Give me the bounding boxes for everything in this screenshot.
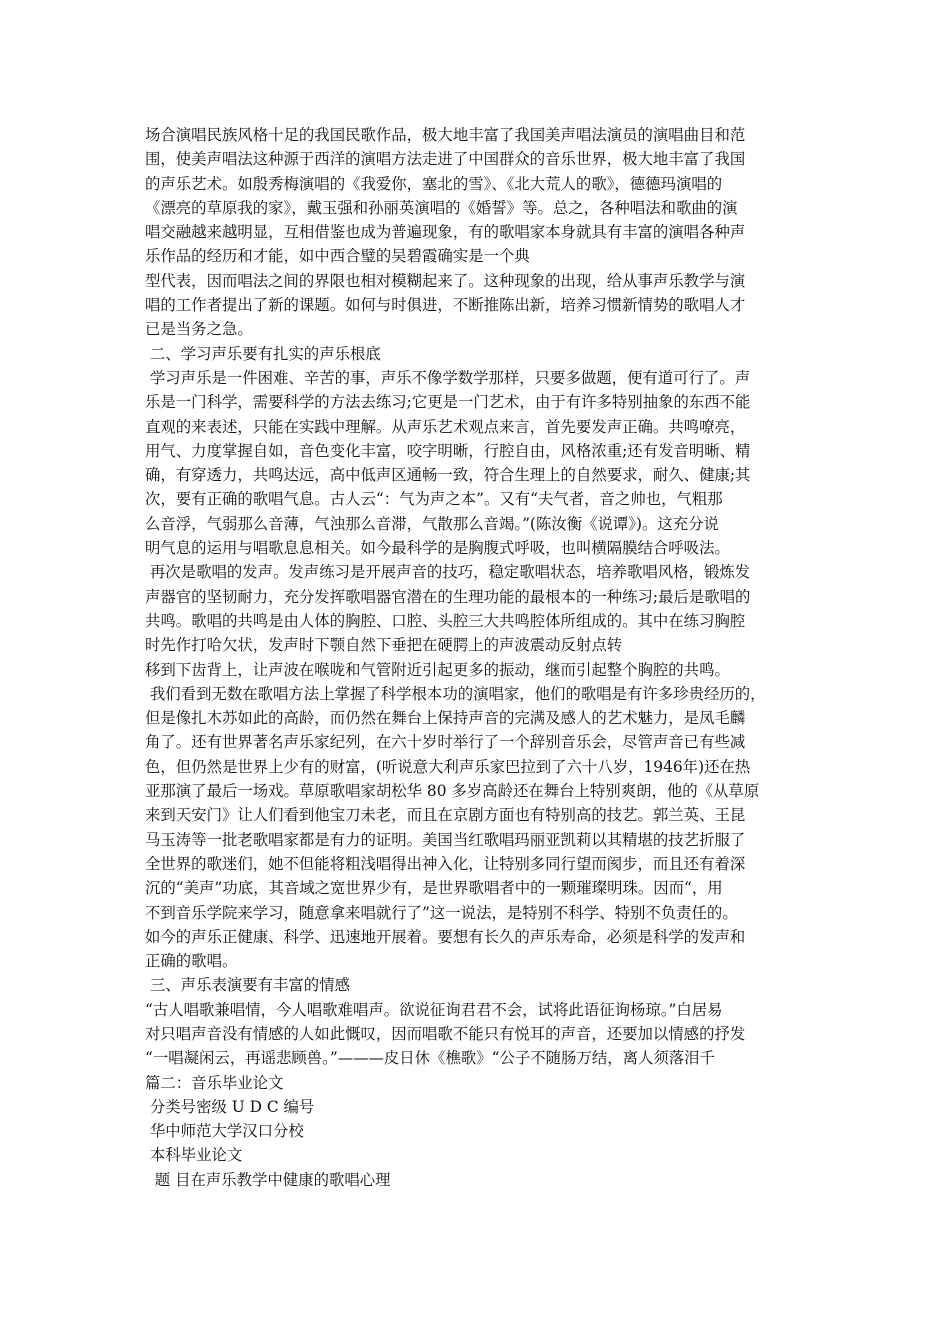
text-line: 学习声乐是一件困难、辛苦的事，声乐不像学数学那样，只要多做题，便有道可行了。声 (145, 368, 751, 387)
text-line: 用气、力度掌握自如，音色变化丰富，咬字明晰，行腔自由，风格浓重;还有发音明晰、精 (145, 441, 751, 460)
text-line: 共鸣。歌唱的共鸣是由人体的胸腔、口腔、头腔三大共鸣腔体所组成的。其中在练习胸腔 (145, 611, 746, 630)
text-line: 如今的声乐正健康、科学、迅速地开展着。要想有长久的声乐寿命，必须是科学的发声和 (145, 927, 746, 946)
text-line: 么音浮，气弱那么音薄，气浊那么音滞，气散那么音竭。”(陈汝衡《说谭》)。这充分说 (145, 514, 719, 533)
classification-line: 分类号密级 U D C 编号 (145, 1097, 315, 1116)
part-heading: 篇二：音乐毕业论文 (145, 1073, 284, 1092)
text-line: 直观的来表述，只能在实践中理解。从声乐艺术观点来言，首先要发声正确。共鸣嘹亮， (145, 417, 746, 436)
text-line: 时先作打哈欠状，发声时下颚自然下垂把在硬腭上的声波震动反射点转 (145, 636, 623, 655)
text-line: 已是当务之急。 (145, 320, 253, 339)
text-line: 全世界的歌迷们，她不但能将粗浅唱得出神入化，让特别多同行望而阂步，而且还有着深 (145, 854, 746, 873)
text-line: 次，要有正确的歌唱气息。古人云“：气为声之本”。又有“夫气者，音之帅也，气粗那 (145, 490, 723, 509)
document-page (145, 123, 825, 1192)
text-line: 沉的“美声”功底，其音域之宽世界少有，是世界歌唱者中的一颗璀璨明珠。因而“，用 (145, 879, 723, 898)
text-line: 但是像扎木苏如此的高龄，而仍然在舞台上保持声音的完满及感人的艺术魅力，是凤毛麟 (145, 709, 746, 728)
text-line: 移到下齿背上，让声波在喉咙和气管附近引起更多的振动，继而引起整个胸腔的共鸣。 (145, 660, 730, 679)
text-line: 我们看到无数在歌唱方法上掌握了科学根本功的演唱家，他们的歌唱是有许多珍贵经历的， (145, 684, 766, 703)
text-line: 场合演唱民族风格十足的我国民歌作品，极大地丰富了我国美声唱法演员的演唱曲目和范 (145, 126, 746, 144)
text-line: 亚那演了最后一场戏。草原歌唱家胡松华 80 多岁高龄还在舞台上特别爽朗，他的《从草原 (145, 782, 760, 801)
text-line: 对只唱声音没有情感的人如此慨叹，因而唱歌不能只有悦耳的声音，还要加以情感的抒发 (145, 1024, 746, 1043)
text-line: 明气息的运用与唱歌息息相关。如今最科学的是胸腹式呼吸，也叫横隔膜结合呼吸法。 (145, 539, 730, 558)
text-line: “一唱凝闲云，再谣悲顾兽。”———皮日休《樵歌》“公子不随肠万结，离人须落泪千 (145, 1049, 715, 1068)
text-line: 型代表，因而唱法之间的界限也相对模糊起来了。这种现象的出现，给从事声乐教学与演 (145, 271, 746, 290)
text-line: 唱的工作者提出了新的课题。如何与时俱进，不断推陈出新，培养习惯新情势的歌唱人才 (145, 296, 746, 315)
text-line: 声器官的坚韧耐力，充分发挥歌唱器官潜在的生理功能的最根本的一种练习;最后是歌唱的 (145, 587, 751, 606)
text-line: 正确的歌唱。 (145, 952, 238, 971)
text-line: 乐是一门科学，需要科学的方法去练习;它更是一门艺术，由于有许多特别抽象的东西不能 (145, 393, 751, 412)
text-line: 再次是歌唱的发声。发声练习是开展声音的技巧，稳定歌唱状态，培养歌唱风格，锻炼发 (145, 563, 751, 582)
text-line: 色，但仍然是世界上少有的财富，(听说意大利声乐家巴拉到了六十八岁，1946年)还在热 (145, 757, 751, 776)
text-line: 不到音乐学院来学习，随意拿来唱就行了”这一说法，是特别不科学、特别不负责任的。 (145, 903, 738, 922)
text-line: 的声乐艺术。如殷秀梅演唱的《我爱你，塞北的雪》、《北大荒人的歌》，德德玛演唱的 (145, 174, 723, 193)
text-line: 乐作品的经历和才能，如中西合璧的吴碧霞确实是一个典 (145, 247, 530, 266)
text-line: 唱交融越来越明显，互相借鉴也成为普遍现象，有的歌唱家本身就具有丰富的演唱各种声 (145, 223, 746, 242)
thesis-title: 题 目在声乐教学中健康的歌唱心理 (145, 1170, 391, 1189)
university-name: 华中师范大学汉口分校 (145, 1122, 304, 1141)
text-line: 来到天安门》让人们看到他宝刀未老，而且在京剧方面也有特别高的技艺。郭兰英、王昆 (145, 806, 746, 825)
text-line: 马玉涛等一批老歌唱家都是有力的证明。美国当红歌唱玛丽亚凯莉以其精堪的技艺折服了 (145, 830, 746, 849)
section-heading: 三、声乐表演要有丰富的情感 (145, 976, 350, 995)
text-line: 围，使美声唱法这种源于西洋的演唱方法走进了中国群众的音乐世界，极大地丰富了我国 (145, 150, 746, 169)
section-heading: 二、学习声乐要有扎实的声乐根底 (145, 344, 381, 363)
text-line: 角了。还有世界著名声乐家纪列，在六十岁时举行了一个辞别音乐会，尽管声音已有些减 (145, 733, 746, 752)
thesis-type: 本科毕业论文 (145, 1146, 243, 1165)
text-line: 《漂亮的草原我的家》，戴玉强和孙丽英演唱的《婚誓》等。总之，各种唱法和歌曲的演 (145, 198, 738, 217)
text-line: “古人唱歌兼唱情，今人唱歌难唱声。欲说征询君君不会，试将此语征询杨琼。”白居易 (145, 1000, 723, 1019)
text-line: 确，有穿透力，共鸣达远，高中低声区通畅一致，符合生理上的自然要求，耐久、健康;其 (145, 466, 751, 485)
